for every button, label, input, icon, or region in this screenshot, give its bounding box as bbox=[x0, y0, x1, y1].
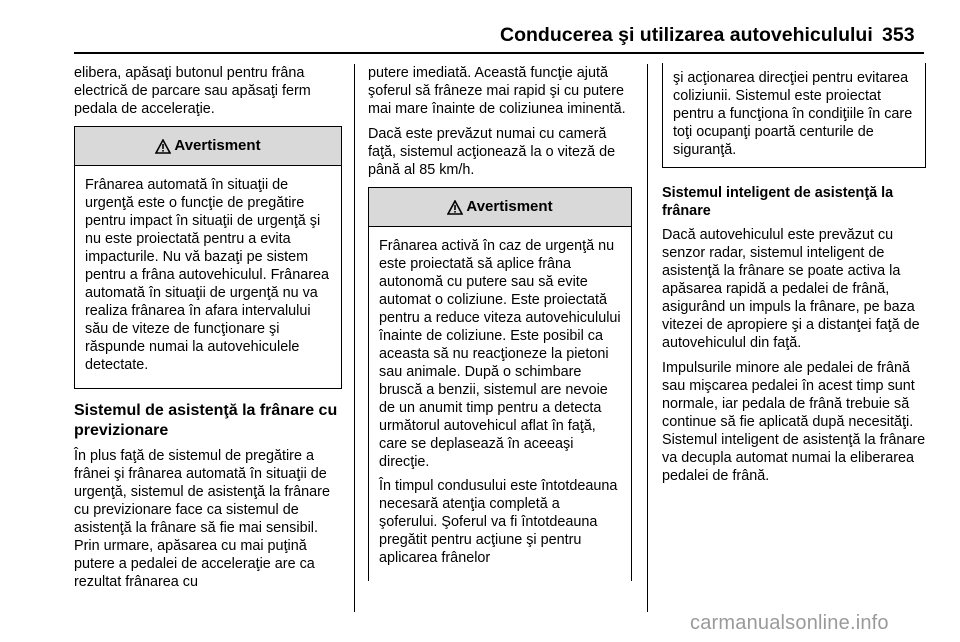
warning-triangle-icon bbox=[155, 139, 171, 154]
column-2 bbox=[368, 64, 632, 581]
warning-text: Frânarea automată în situaţii de urgenţă este o funcţie de pregătire pentru impact în situaţii de urgenţă şi nu este proiectată pentru a evita impacturile. Nu vă bazaţi pe sistem pentru a frâna autovehiculul. Frânarea automată în situaţii de urgenţă nu va realiza frânarea în afara intervalului său de viteze de funcţionare şi răspunde numai la autovehiculele detectate. bbox=[85, 177, 329, 373]
predictive-brake-assist-paragraph: În plus faţă de sistemul de pregătire a frânei şi frânarea automată în situaţii de urgenţă, sistemul de asistenţă la frânare cu previzionare face ca sistemul de asistenţă la frânare să fie mai sensibil. Prin urmare, apăsarea cu mai puţină putere a pedalei de acceleraţie are ca rezultat frânarea cu bbox=[74, 448, 330, 590]
camera-speed-paragraph: Dacă este prevăzut numai cu cameră faţă, sistemul acţionează la o viteză de până al 85 km/h. bbox=[368, 126, 616, 178]
column-1 bbox=[74, 64, 342, 598]
warning-body bbox=[75, 166, 341, 388]
warning-triangle-icon bbox=[447, 200, 463, 215]
section-heading-intelligent-brake-assist: Sistemul inteligent de asistenţă la frânare bbox=[662, 185, 894, 219]
intro-paragraph: elibera, apăsaţi butonul pentru frâna electrică de parcare sau apăsaţi ferm pedala de acceleraţie. bbox=[74, 65, 311, 117]
warning-box-1 bbox=[74, 126, 342, 389]
paragraph-continuation: putere imediată. Această funcţie ajută şoferul să frâneze mai rapid şi cu putere mai mare înainte de coliziunea iminentă. bbox=[368, 65, 626, 117]
warning-header bbox=[75, 127, 341, 166]
page-header-title: Conducerea şi utilizarea autovehiculului bbox=[500, 24, 873, 46]
warning-header bbox=[369, 188, 631, 227]
watermark: carmanualsonline.info bbox=[690, 612, 889, 634]
column-divider-2 bbox=[647, 64, 648, 612]
intelligent-brake-assist-paragraph-2: Impulsurile minore ale pedalei de frână sau mişcarea pedalei în acest timp sunt normale, iar pedala de frână trebuie să continue să fie aplicată după necesităţi. Sistemul inteligent de asistenţă la frânare va decupla automat numai la eliberarea pedalei de frână. bbox=[662, 360, 926, 484]
intelligent-brake-assist-paragraph-1: Dacă autovehiculul este prevăzut cu senzor radar, sistemul inteligent de asistenţă la frânare se poate activa la apăsarea rapidă a pedalei de frână, asigurând un impuls la frânare, pe baza vitezei de apropiere şi a distanţei faţă de autovehiculul din faţă. bbox=[662, 227, 920, 351]
warning-box-continuation bbox=[662, 63, 926, 168]
page-number: 353 bbox=[882, 24, 915, 46]
column-divider-1 bbox=[354, 64, 355, 612]
warning-title: Avertisment bbox=[466, 198, 553, 215]
warning-text-2: În timpul condusului este întotdeauna necesară atenţia completă a şoferului. Şoferul va fi întotdeauna pregătit pentru acţiune şi pentru aplicarea frânelor bbox=[379, 478, 618, 566]
section-heading-predictive-brake-assist: Sistemul de asistenţă la frânare cu previzionare bbox=[74, 402, 338, 439]
warning-body bbox=[369, 227, 631, 581]
warning-title: Avertisment bbox=[174, 137, 261, 154]
column-3 bbox=[662, 64, 926, 492]
warning-box-2 bbox=[368, 187, 632, 581]
warning-continuation-text: şi acţionarea direcţiei pentru evitarea coliziunii. Sistemul este proiectat pentru a funcţiona în condiţiile în care toţi ocupanţi poartă centurile de siguranţă. bbox=[673, 70, 913, 158]
header-divider bbox=[74, 52, 924, 54]
warning-text-1: Frânarea activă în caz de urgenţă nu este proiectată să aplice frâna autonomă cu putere sau să evite automat o coliziune. Este proiectată pentru a reduce viteza autovehiculului înainte de coliziune. Este posibil ca aceasta să nu reacţioneze la pietoni sau animale. După o schimbare bruscă a benzii, sistemul are nevoie de un anumit timp pentru a detecta următorul autovehicul aflat în faţă, care se deplasează în aceeaşi direcţie. bbox=[379, 238, 621, 470]
